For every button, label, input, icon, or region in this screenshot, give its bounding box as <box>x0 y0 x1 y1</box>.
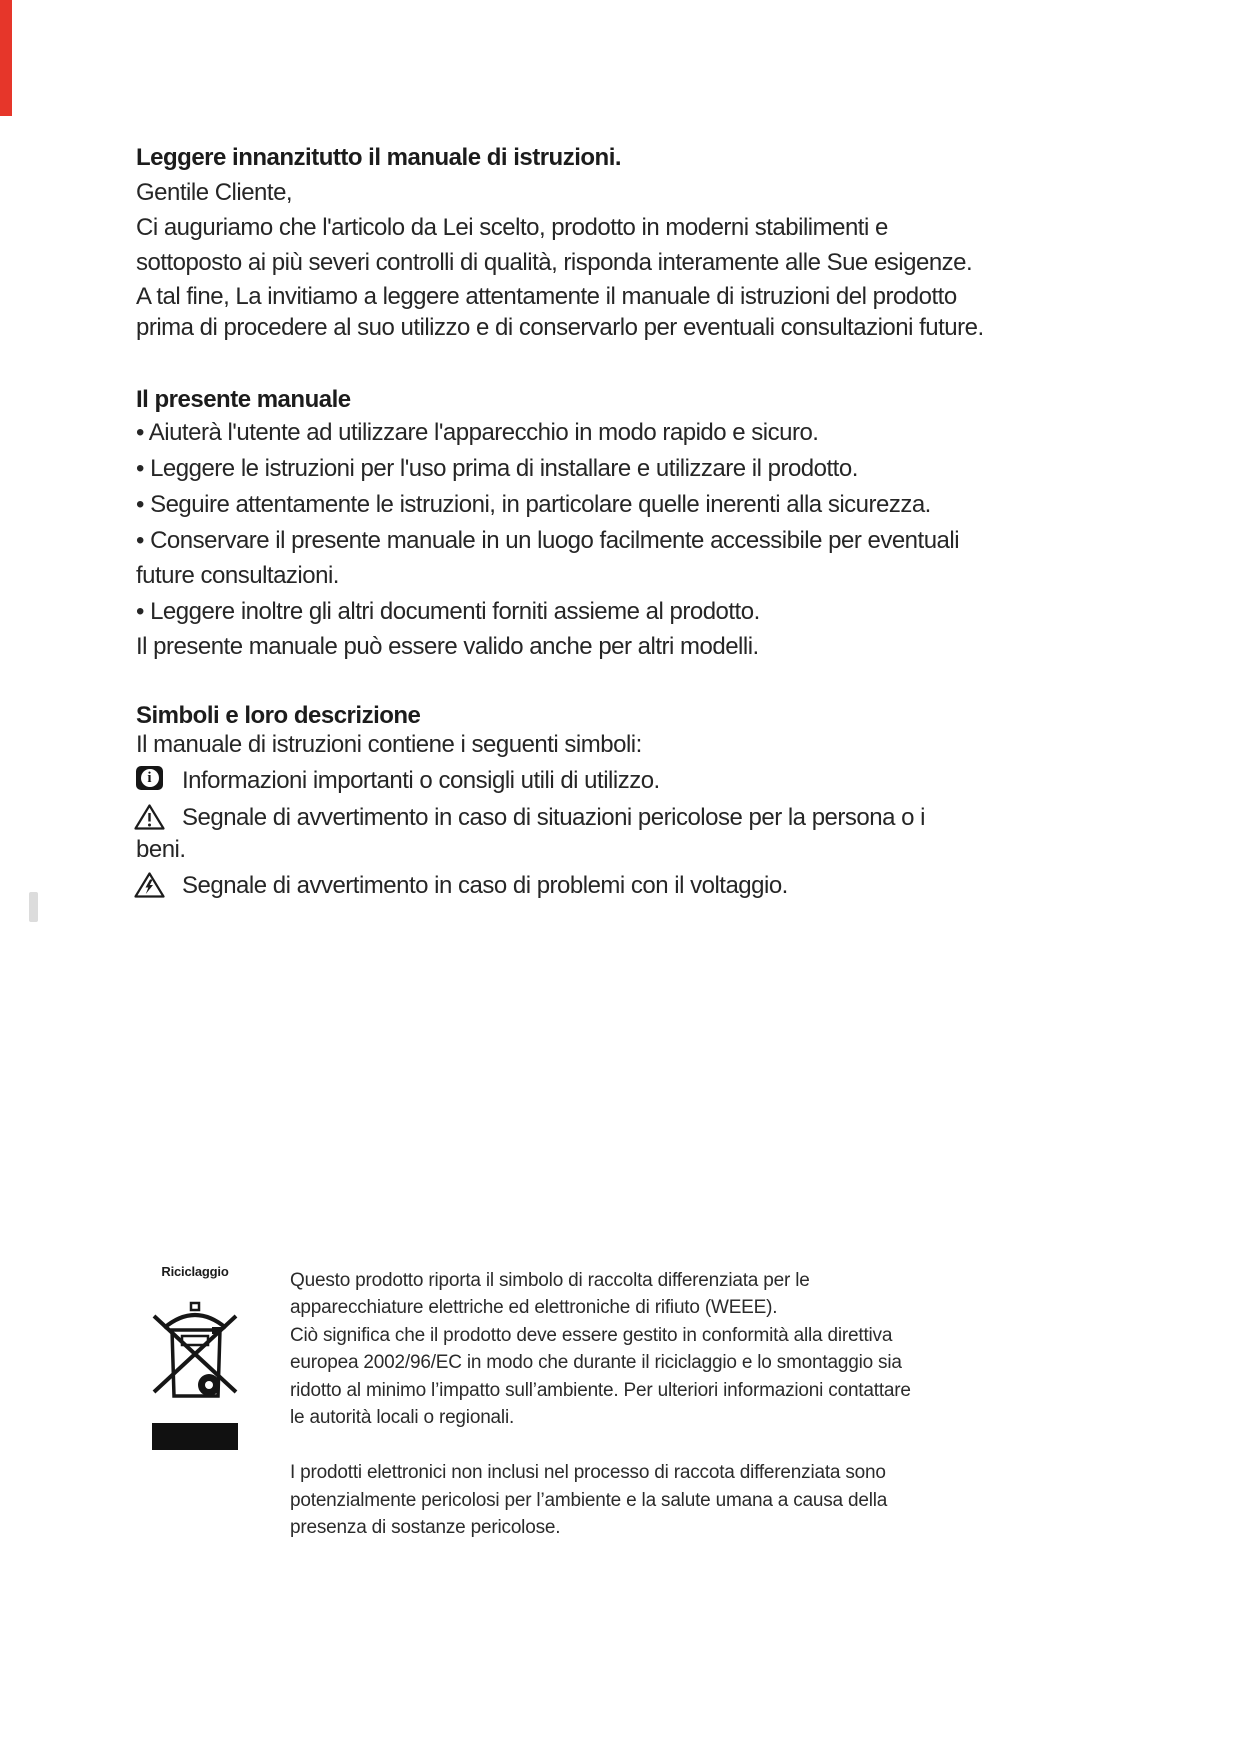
intro-line: prima di procedere al suo utilizzo e di conservarlo per eventuali consultazioni future. <box>136 314 984 341</box>
bullet-item: • Leggere inoltre gli altri documenti forniti assieme al prodotto. <box>136 598 760 625</box>
recycling-text-line: potenzialmente pericolosi per l’ambiente e la salute umana a causa della <box>290 1490 888 1511</box>
symbols-intro-line: Il manuale di istruzioni contiene i seguenti simboli: <box>136 731 642 758</box>
recycling-text-line: presenza di sostanze pericolose. <box>290 1517 561 1538</box>
warning-triangle-icon <box>133 803 166 831</box>
bullet-item: • Aiuterà l'utente ad utilizzare l'apparecchio in modo rapido e sicuro. <box>136 419 819 446</box>
intro-heading: Leggere innanzitutto il manuale di istruzioni. <box>136 144 622 171</box>
recycling-text-line: apparecchiature elettriche ed elettroniche di rifiuto (WEEE). <box>290 1297 778 1318</box>
scan-artifact-mark <box>29 892 38 922</box>
manual-note-line: Il presente manuale può essere valido anche per altri modelli. <box>136 633 759 660</box>
voltage-warning-triangle-icon <box>133 871 166 899</box>
bullet-item: • Seguire attentamente le istruzioni, in particolare quelle inerenti alla sicurezza. <box>136 491 931 518</box>
symbol-description: Segnale di avvertimento in caso di problemi con il voltaggio. <box>182 872 788 899</box>
intro-line: sottoposto ai più severi controlli di qualità, risponda interamente alle Sue esigenze. <box>136 249 973 276</box>
symbols-section-heading: Simboli e loro descrizione <box>136 702 421 729</box>
bullet-item: • Conservare il presente manuale in un luogo facilmente accessibile per eventuali <box>136 527 960 554</box>
intro-line: Ci auguriamo che l'articolo da Lei scelto, prodotto in moderni stabilimenti e <box>136 214 888 241</box>
bullet-item-continuation: future consultazioni. <box>136 562 339 589</box>
recycling-label: Riciclaggio <box>161 1264 229 1279</box>
symbol-description-continuation: beni. <box>136 836 186 863</box>
intro-line: A tal fine, La invitiamo a leggere attentamente il manuale di istruzioni del prodotto <box>136 283 957 310</box>
intro-line: Gentile Cliente, <box>136 179 293 206</box>
bullet-item: • Leggere le istruzioni per l'uso prima di installare e utilizzare il prodotto. <box>136 455 858 482</box>
manual-section-heading: Il presente manuale <box>136 386 351 413</box>
recycling-black-bar <box>152 1423 238 1450</box>
symbol-description: Informazioni importanti o consigli utili di utilizzo. <box>182 767 660 794</box>
recycling-text-line: europea 2002/96/EC in modo che durante il riciclaggio e lo smontaggio sia <box>290 1352 902 1373</box>
recycling-text-line: Questo prodotto riporta il simbolo di raccolta differenziata per le <box>290 1270 810 1291</box>
weee-crossed-out-bin-icon <box>150 1296 240 1412</box>
red-scan-marker <box>0 0 12 116</box>
recycling-text-line: I prodotti elettronici non inclusi nel processo di raccota differenziata sono <box>290 1462 886 1483</box>
recycling-text-line: ridotto al minimo l’impatto sull’ambiente. Per ulteriori informazioni contattare <box>290 1380 911 1401</box>
info-icon-glyph: i <box>141 769 159 787</box>
symbol-description: Segnale di avvertimento in caso di situazioni pericolose per la persona o i <box>182 804 925 831</box>
recycling-text-line: le autorità locali o regionali. <box>290 1407 515 1428</box>
recycling-text-line: Ciò significa che il prodotto deve essere gestito in conformità alla direttiva <box>290 1325 893 1346</box>
info-icon <box>136 766 163 790</box>
